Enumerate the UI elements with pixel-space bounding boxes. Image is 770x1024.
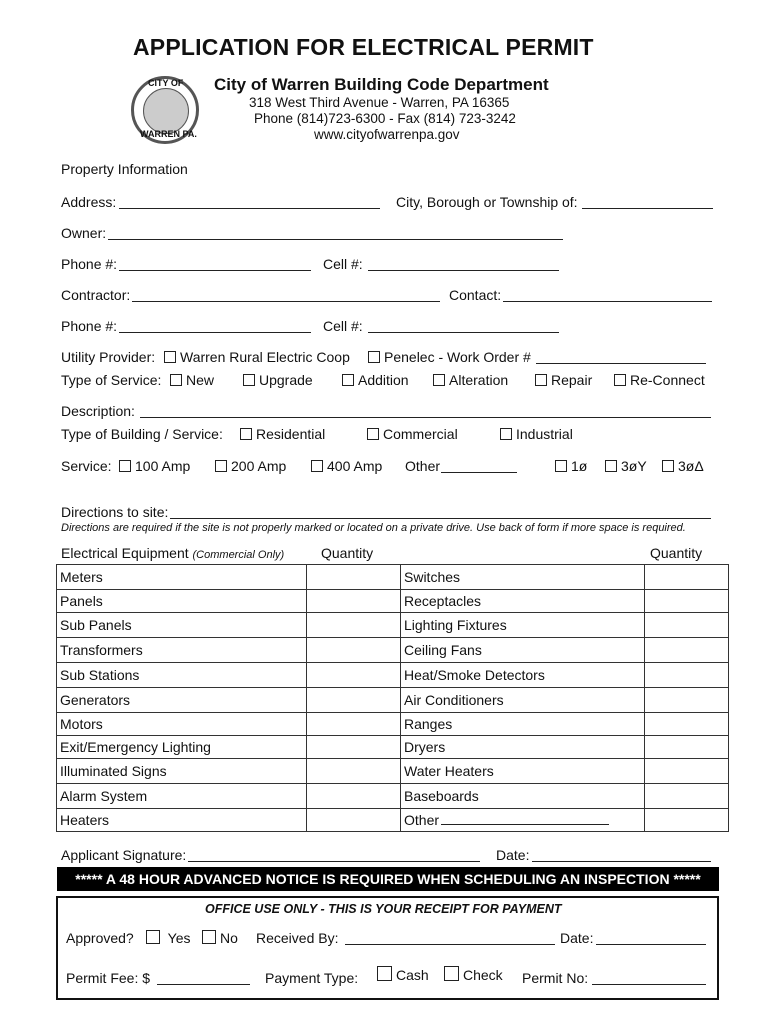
quantity-cell-left[interactable] xyxy=(307,688,401,713)
service-other-label: Other xyxy=(405,458,441,474)
payment-cash[interactable]: Cash xyxy=(377,966,429,983)
quantity-cell-left[interactable] xyxy=(307,638,401,663)
phase-1[interactable]: 1ø xyxy=(555,458,587,474)
service-100-amp[interactable]: 100 Amp xyxy=(119,458,190,474)
table-row xyxy=(57,663,729,688)
checkbox[interactable] xyxy=(444,966,459,981)
contractor-label: Contractor: xyxy=(61,287,131,303)
equipment-item-right: Switches xyxy=(401,565,645,590)
service-type-reconnect[interactable]: Re-Connect xyxy=(614,372,705,388)
equipment-item-left: Sub Stations xyxy=(57,663,307,688)
checkbox[interactable] xyxy=(614,374,626,386)
table-row xyxy=(57,713,729,736)
equipment-item-left: Alarm System xyxy=(57,784,307,809)
work-order-field[interactable] xyxy=(536,363,706,364)
checkbox[interactable] xyxy=(240,428,252,440)
service-type-upgrade[interactable]: Upgrade xyxy=(243,372,313,388)
table-row xyxy=(57,736,729,759)
table-row xyxy=(57,590,729,613)
service-label: Service: xyxy=(61,458,112,474)
table-row xyxy=(57,809,729,832)
cell-field[interactable] xyxy=(368,270,559,271)
equipment-other-label: Other xyxy=(404,812,440,828)
quantity-cell-left[interactable] xyxy=(307,759,401,784)
equipment-item-left: Meters xyxy=(57,565,307,590)
equipment-item-left: Illuminated Signs xyxy=(57,759,307,784)
equipment-item-right: Lighting Fixtures xyxy=(401,613,645,638)
quantity-cell-left[interactable] xyxy=(307,784,401,809)
office-title: OFFICE USE ONLY - THIS IS YOUR RECEIPT FOR PAYMENT xyxy=(205,902,562,916)
cell2-field[interactable] xyxy=(368,332,559,333)
approved-label: Approved? xyxy=(66,930,134,946)
equipment-item-right: Ranges xyxy=(401,713,645,736)
quantity-cell-right[interactable] xyxy=(645,638,729,663)
approved-yes[interactable]: Yes xyxy=(146,930,190,946)
permit-fee-label: Permit Fee: $ xyxy=(66,970,151,986)
phone-label: Phone #: xyxy=(61,256,118,272)
table-row xyxy=(57,613,729,638)
checkbox[interactable] xyxy=(164,351,176,363)
utility-label: Utility Provider: xyxy=(61,349,156,365)
contractor-field[interactable] xyxy=(132,301,440,302)
equipment-item-left: Generators xyxy=(57,688,307,713)
signature-date-label: Date: xyxy=(496,847,530,863)
payment-type-label: Payment Type: xyxy=(265,970,359,986)
building-industrial[interactable]: Industrial xyxy=(500,426,573,442)
equipment-item-right: Ceiling Fans xyxy=(401,638,645,663)
cell2-label: Cell #: xyxy=(323,318,363,334)
equipment-item-right: Heat/Smoke Detectors xyxy=(401,663,645,688)
equipment-label: Electrical Equipment (Commercial Only) xyxy=(61,545,285,561)
office-use-box xyxy=(56,896,719,1000)
address-label: Address: xyxy=(61,194,117,210)
city-label: City, Borough or Township of: xyxy=(396,194,578,210)
utility-option-warren[interactable]: Warren Rural Electric Coop xyxy=(164,349,350,365)
directions-note: Directions are required if the site is not properly marked or located on a private drive. Use back of form if more space is required. xyxy=(61,522,686,534)
office-date-field[interactable] xyxy=(596,944,706,945)
owner-field[interactable] xyxy=(108,239,563,240)
checkbox[interactable] xyxy=(243,374,255,386)
contact-field[interactable] xyxy=(503,301,712,302)
directions-label: Directions to site: xyxy=(61,504,169,520)
table-row xyxy=(57,784,729,809)
checkbox[interactable] xyxy=(170,374,182,386)
service-type-repair[interactable]: Repair xyxy=(535,372,592,388)
service-type-new[interactable]: New xyxy=(170,372,214,388)
contact-label: Contact: xyxy=(449,287,502,303)
building-residential[interactable]: Residential xyxy=(240,426,325,442)
checkbox[interactable] xyxy=(311,460,323,472)
equipment-table xyxy=(56,564,729,832)
quantity-header-left: Quantity xyxy=(321,545,374,561)
quantity-cell-right[interactable] xyxy=(645,759,729,784)
equipment-item-right: Air Conditioners xyxy=(401,688,645,713)
phase-3delta[interactable]: 3øΔ xyxy=(662,458,704,474)
service-200-amp[interactable]: 200 Amp xyxy=(215,458,286,474)
quantity-cell-right[interactable] xyxy=(645,713,729,736)
quantity-cell-left[interactable] xyxy=(307,590,401,613)
property-section-label: Property Information xyxy=(61,161,188,177)
equipment-item-right: Receptacles xyxy=(401,590,645,613)
checkbox[interactable] xyxy=(215,460,227,472)
equipment-item-right: Water Heaters xyxy=(401,759,645,784)
city-field[interactable] xyxy=(582,208,713,209)
signature-date-field[interactable] xyxy=(532,861,711,862)
payment-check[interactable]: Check xyxy=(444,966,503,983)
seal-text-top: CITY OF xyxy=(148,78,184,88)
department-name: City of Warren Building Code Department xyxy=(214,75,549,94)
quantity-cell-right[interactable] xyxy=(645,663,729,688)
phone2-field[interactable] xyxy=(119,332,311,333)
checkbox[interactable] xyxy=(433,374,445,386)
inspection-notice: ***** A 48 HOUR ADVANCED NOTICE IS REQUIRED WHEN SCHEDULING AN INSPECTION ***** xyxy=(57,867,719,891)
quantity-cell-right[interactable] xyxy=(645,590,729,613)
quantity-cell-left[interactable] xyxy=(307,809,401,832)
quantity-cell-right[interactable] xyxy=(645,613,729,638)
quantity-cell-right[interactable] xyxy=(645,809,729,832)
table-row xyxy=(57,638,729,663)
checkbox[interactable] xyxy=(555,460,567,472)
cell-label: Cell #: xyxy=(323,256,363,272)
department-phone-fax: Phone (814)723-6300 - Fax (814) 723-3242 xyxy=(254,111,516,126)
checkbox[interactable] xyxy=(368,351,380,363)
service-type-label: Type of Service: xyxy=(61,372,162,388)
equipment-other-field[interactable] xyxy=(441,812,609,825)
checkbox[interactable] xyxy=(146,930,160,944)
quantity-cell-left[interactable] xyxy=(307,565,401,590)
service-other-field[interactable] xyxy=(441,472,517,473)
department-address: 318 West Third Avenue - Warren, PA 16365 xyxy=(249,95,510,110)
equipment-item-right: Baseboards xyxy=(401,784,645,809)
table-row xyxy=(57,688,729,713)
quantity-cell-right[interactable] xyxy=(645,784,729,809)
address-field[interactable] xyxy=(119,208,380,209)
equipment-item-left: Exit/Emergency Lighting xyxy=(57,736,307,759)
table-row xyxy=(57,759,729,784)
checkbox[interactable] xyxy=(500,428,512,440)
building-commercial[interactable]: Commercial xyxy=(367,426,458,442)
received-by-field[interactable] xyxy=(345,944,555,945)
description-label: Description: xyxy=(61,403,135,419)
permit-no-field[interactable] xyxy=(592,984,706,985)
equipment-item-right xyxy=(401,809,645,832)
equipment-item-left: Motors xyxy=(57,713,307,736)
checkbox[interactable] xyxy=(367,428,379,440)
signature-label: Applicant Signature: xyxy=(61,847,187,863)
checkbox[interactable] xyxy=(377,966,392,981)
checkbox[interactable] xyxy=(119,460,131,472)
quantity-header-right: Quantity xyxy=(650,545,703,561)
city-seal-icon xyxy=(131,76,199,144)
equipment-item-left: Panels xyxy=(57,590,307,613)
description-field[interactable] xyxy=(140,417,711,418)
quantity-cell-right[interactable] xyxy=(645,736,729,759)
service-type-alteration[interactable]: Alteration xyxy=(433,372,508,388)
permit-no-label: Permit No: xyxy=(522,970,589,986)
quantity-cell-left[interactable] xyxy=(307,613,401,638)
department-website: www.cityofwarrenpa.gov xyxy=(314,127,460,142)
quantity-cell-right[interactable] xyxy=(645,688,729,713)
service-400-amp[interactable]: 400 Amp xyxy=(311,458,382,474)
equipment-item-right: Dryers xyxy=(401,736,645,759)
checkbox[interactable] xyxy=(605,460,617,472)
phone2-label: Phone #: xyxy=(61,318,118,334)
phase-3y[interactable]: 3øY xyxy=(605,458,647,474)
phone-field[interactable] xyxy=(119,270,311,271)
quantity-cell-left[interactable] xyxy=(307,663,401,688)
checkbox[interactable] xyxy=(662,460,674,472)
utility-option-penelec[interactable]: Penelec - Work Order # xyxy=(368,349,531,365)
service-type-addition[interactable]: Addition xyxy=(342,372,409,388)
table-row xyxy=(57,565,729,590)
signature-field[interactable] xyxy=(188,861,480,862)
equipment-item-left: Heaters xyxy=(57,809,307,832)
permit-fee-field[interactable] xyxy=(157,984,250,985)
seal-text-bottom: WARREN PA. xyxy=(140,129,197,139)
quantity-cell-right[interactable] xyxy=(645,565,729,590)
received-by-label: Received By: xyxy=(256,930,339,946)
equipment-item-left: Sub Panels xyxy=(57,613,307,638)
quantity-cell-left[interactable] xyxy=(307,713,401,736)
approved-no[interactable]: No xyxy=(202,930,238,946)
owner-label: Owner: xyxy=(61,225,107,241)
quantity-cell-left[interactable] xyxy=(307,736,401,759)
seal-center xyxy=(143,88,189,134)
checkbox[interactable] xyxy=(342,374,354,386)
checkbox[interactable] xyxy=(202,930,216,944)
directions-field[interactable] xyxy=(170,518,711,519)
form-title: APPLICATION FOR ELECTRICAL PERMIT xyxy=(133,34,594,60)
building-type-label: Type of Building / Service: xyxy=(61,426,223,442)
office-date-label: Date: xyxy=(560,930,594,946)
checkbox[interactable] xyxy=(535,374,547,386)
equipment-item-left: Transformers xyxy=(57,638,307,663)
